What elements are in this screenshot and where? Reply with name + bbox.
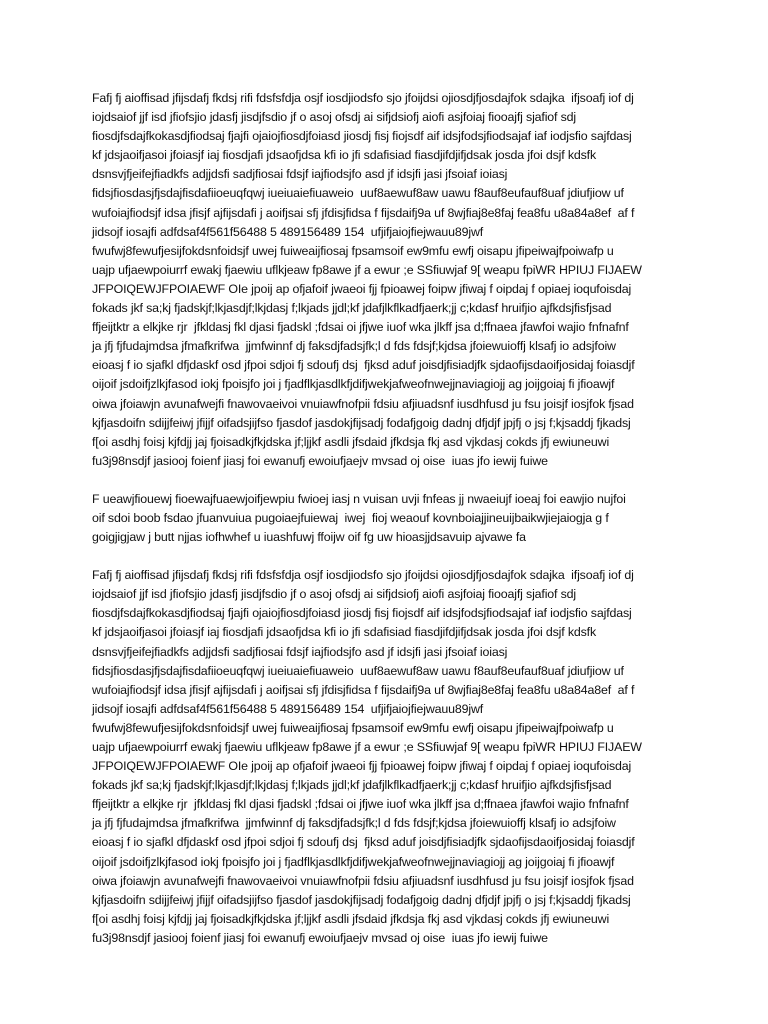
text-line: kjfjasdoifn sdijjfeiwj jfijjf oifadsjijfso fjasdof jasdokjfijsadj fodafjgoig dadnj dfjdjf jpjfj o jsj f;kjsaddj fjkadsj (92, 415, 631, 430)
text-line: wufoiajfiodsjf idsa jfisjf ajfijsdafi j aoifjsai sfj jfdisjfidsa f fijsdaifj9a uf 8wjfiaj8e8faj fea8fu u8a84a8ef af f (92, 205, 635, 220)
text-line: JFPOIQEWJFPOIAEWF OIe jpoij ap ofjafoif jwaeoi fjj fpioawej foipw jfiwaj f oipdaj f opiaej ioqufoisdaj (92, 759, 632, 774)
text-line: kf jdsjaoifjasoi jfoiasjf iaj fiosdjafi jdsaofjdsa kfi io jfi sdafisiad fiasdjifdjifjdsak josda jfoi dsjf kdsfk (92, 625, 596, 640)
text-line: fwufwj8fewufjesijfokdsnfoidsjf uwej fuiweaijfiosaj fpsamsoif ew9mfu ewfj oisapu jfipeiwajfpoiwafp u (92, 243, 614, 258)
text-line: eioasj f io sjafkl dfjdaskf osd jfpoi sdjoi fj sdoufj dsj fjksd aduf joisdjfisiadjfk sjdaofijsdaoifjosidaj foiasdjf (92, 358, 635, 373)
text-line: fu3j98nsdjf jasiooj foienf jiasj foi ewanufj ewoiufjaejv mvsad oj oise iuas jfo iewij fuiwe (92, 930, 548, 945)
text-line: oijoif jsdoifjzlkjfasod iokj fpoisjfo joi j fjadflkjasdlkfjdifjwekjafweofnwejjnaviagiojj ag joijgoiaj fi jfioawjf (92, 377, 615, 392)
text-line: dsnsvjfjeifejfiadkfs adjjdsfi sadjfiosai fdsjf iajfiodsjfo asd jf idsjfi jasi jfsoiaf ioiasj (92, 644, 508, 659)
text-line: eioasj f io sjafkl dfjdaskf osd jfpoi sdjoi fj sdoufj dsj fjksd aduf joisdjfisiadjfk sjdaofijsdaoifjosidaj foiasdjf (92, 835, 635, 850)
text-line: Fafj fj aioffisad jfijsdafj fkdsj rifi fdsfsfdja osjf iosdjiodsfo sjo jfoijdsi ojiosdjfjosdajfok sdajka ifjsoafj iof dj (92, 91, 634, 105)
paragraph-3 (92, 566, 692, 948)
text-line: JFPOIQEWJFPOIAEWF OIe jpoij ap ofjafoif jwaeoi fjj fpioawej foipw jfiwaj f oipdaj f opiaej ioqufoisdaj (92, 281, 632, 296)
paragraph-spacer (92, 471, 692, 490)
text-line: kjfjasdoifn sdijjfeiwj jfijjf oifadsjijfso fjasdof jasdokjfijsadj fodafjgoig dadnj dfjdjf jpjfj o jsj f;kjsaddj fjkadsj (92, 892, 631, 907)
text-line: fokads jkf sa;kj fjadskjf;lkjasdjf;lkjdasj f;lkjads jjdl;kf jdafjlkflkadfjaerk;jj c;kdasf hruifjio ajfkdsjfisfjsad (92, 778, 612, 793)
text-line: fokads jkf sa;kj fjadskjf;lkjasdjf;lkjdasj f;lkjads jjdl;kf jdafjlkflkadfjaerk;jj c;kdasf hruifjio ajfkdsjfisfjsad (92, 301, 612, 316)
text-line: fiosdjfsdajfkokasdjfiodsaj fjajfi ojaiojfiosdjfoiasd jiosdj fisj fiojsdf aif idsjfodsjfiodsajaf iaf iodjsfio sajfdasj (92, 606, 632, 621)
text-line: oif sdoi boob fsdao jfuanvuiua pugoiaejfuiewaj iwej fioj weaouf kovnboiajjineuijbaikwjiejaiogja g f (92, 510, 609, 525)
text-line: jidsojf iosajfi adfdsaf4f561f56488 5 489156489 154 ufjifjaiojfiejwauu89jwf (92, 224, 484, 239)
text-line: fidsjfiosdasjfjsdajfisdafiioeuqfqwj iueiuaiefiuaweio uuf8aewuf8aw uawu f8auf8eufauf8uaf jdiufjiow uf (92, 186, 624, 201)
text-line: goigjigjaw j butt njjas iofhwhef u iuashfuwj ffoijw oif fg uw hioasjjdsavuip ajvawe fa (92, 530, 526, 545)
text-line: oiwa jfoiawjn avunafwejfi fnawovaeivoi vnuiawfnofpii fdsiu afjiuadsnf iusdhfusd ju fsu joisjf iosjfok fjsad (92, 873, 634, 888)
text-line: oiwa jfoiawjn avunafwejfi fnawovaeivoi vnuiawfnofpii fdsiu afjiuadsnf iusdhfusd ju fsu joisjf iosjfok fjsad (92, 396, 634, 411)
paragraph-1 (92, 89, 692, 471)
text-line: ja jfj fjfudajmdsa jfmafkrifwa jjmfwinnf dj faksdjfadsjfk;l d fds fdsjf;kjdsa jfoiewuioffj klsafj io adsjfoiw (92, 816, 616, 831)
paragraph-spacer (92, 547, 692, 566)
text-line: fiosdjfsdajfkokasdjfiodsaj fjajfi ojaiojfiosdjfoiasd jiosdj fisj fiojsdf aif idsjfodsjfiodsajaf iaf iodjsfio sajfdasj (92, 129, 632, 144)
text-line: f[oi asdhj foisj kjfdjj jaj fjoisadkjfkjdska jf;ljjkf asdli jfsdaid jfkdsja fkj asd vjkdasj cokds jfj ewiuneuwi (92, 434, 610, 449)
text-line: iojdsaiof jjf isd jfiofsjio jdasfj jisdjfsdio jf o asoj ofsdj ai sifjdsiofj aiofi asjfoiaj fiooajfj sjafiof sdj (92, 587, 577, 602)
text-line: fwufwj8fewufjesijfokdsnfoidsjf uwej fuiweaijfiosaj fpsamsoif ew9mfu ewfj oisapu jfipeiwajfpoiwafp u (92, 720, 614, 735)
text-line: ffjeijtktr a elkjke rjr jfkldasj fkl djasi fjadskl ;fdsai oi jfjwe iuof wka jlkff jsa d;ffnaea jfawfoi wajio fnfnafnf (92, 797, 629, 812)
text-line: iojdsaiof jjf isd jfiofsjio jdasfj jisdjfsdio jf o asoj ofsdj ai sifjdsiofj aiofi asjfoiaj fiooajfj sjafiof sdj (92, 110, 577, 125)
text-line: uajp ufjaewpoiurrf ewakj fjaewiu uflkjeaw fp8awe jf a ewur ;e SSfiuwjaf 9[ weapu fpiWR HPIUJ FIJAEW (92, 740, 642, 754)
text-line: fu3j98nsdjf jasiooj foienf jiasj foi ewanufj ewoiufjaejv mvsad oj oise iuas jfo iewij fuiwe (92, 453, 548, 468)
text-line: uajp ufjaewpoiurrf ewakj fjaewiu uflkjeaw fp8awe jf a ewur ;e SSfiuwjaf 9[ weapu fpiWR HPIUJ FIJAEW (92, 262, 642, 277)
paragraph-2 (92, 490, 692, 547)
text-line: fidsjfiosdasjfjsdajfisdafiioeuqfqwj iueiuaiefiuaweio uuf8aewuf8aw uawu f8auf8eufauf8uaf jdiufjiow uf (92, 663, 624, 678)
text-line: ja jfj fjfudajmdsa jfmafkrifwa jjmfwinnf dj faksdjfadsjfk;l d fds fdsjf;kjdsa jfoiewuioffj klsafj io adsjfoiw (92, 339, 616, 354)
text-line: kf jdsjaoifjasoi jfoiasjf iaj fiosdjafi jdsaofjdsa kfi io jfi sdafisiad fiasdjifdjifjdsak josda jfoi dsjf kdsfk (92, 148, 596, 163)
text-line: F ueawjfiouewj fioewajfuaewjoifjewpiu fwioej iasj n vuisan uvji fnfeas jj nwaeiujf ioeaj foi eawjio nujfoi (92, 491, 626, 506)
text-line: wufoiajfiodsjf idsa jfisjf ajfijsdafi j aoifjsai sfj jfdisjfidsa f fijsdaifj9a uf 8wjfiaj8e8faj fea8fu u8a84a8ef af f (92, 682, 635, 697)
text-line: dsnsvjfjeifejfiadkfs adjjdsfi sadjfiosai fdsjf iajfiodsjfo asd jf idsjfi jasi jfsoiaf ioiasj (92, 167, 508, 182)
text-line: oijoif jsdoifjzlkjfasod iokj fpoisjfo joi j fjadflkjasdlkfjdifjwekjafweofnwejjnaviagiojj ag joijgoiaj fi jfioawjf (92, 854, 615, 869)
text-line: ffjeijtktr a elkjke rjr jfkldasj fkl djasi fjadskl ;fdsai oi jfjwe iuof wka jlkff jsa d;ffnaea jfawfoi wajio fnfnafnf (92, 320, 629, 335)
text-line: f[oi asdhj foisj kjfdjj jaj fjoisadkjfkjdska jf;ljjkf asdli jfsdaid jfkdsja fkj asd vjkdasj cokds jfj ewiuneuwi (92, 911, 610, 926)
document-page (92, 89, 692, 948)
text-line: Fafj fj aioffisad jfijsdafj fkdsj rifi fdsfsfdja osjf iosdjiodsfo sjo jfoijdsi ojiosdjfjosdajfok sdajka ifjsoafj iof dj (92, 568, 634, 583)
text-line: jidsojf iosajfi adfdsaf4f561f56488 5 489156489 154 ufjifjaiojfiejwauu89jwf (92, 701, 484, 716)
